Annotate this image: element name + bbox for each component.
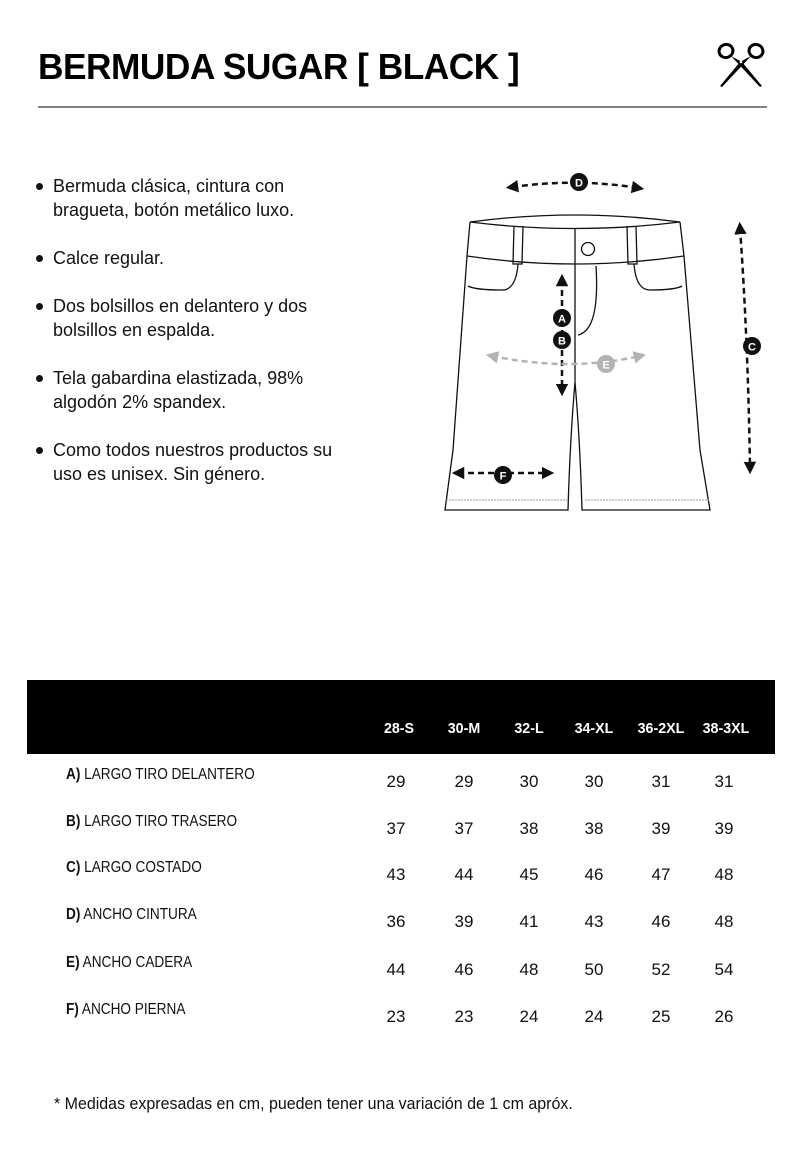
table-cell: 54 (714, 960, 734, 979)
svg-text:D: D (575, 177, 583, 190)
feature-item (34, 294, 328, 342)
measurement-label (66, 954, 192, 972)
measurement-code: E) (66, 954, 80, 971)
measurement-name: LARGO TIRO TRASERO (84, 813, 238, 830)
feature-item (34, 366, 323, 414)
marker-b (553, 331, 571, 349)
footnote: * Medidas expresadas en cm, pueden tener una variación de 1 cm apróx. (54, 1094, 573, 1113)
shorts-measurement-diagram (430, 160, 780, 530)
size-column-header: 32-L (514, 720, 544, 737)
size-column-header: 30-M (447, 720, 481, 737)
table-cell: 43 (584, 912, 604, 931)
table-row (0, 766, 800, 796)
measurement-code: B) (66, 813, 81, 830)
table-cell: 48 (519, 960, 539, 979)
table-cell: 48 (714, 865, 734, 884)
measurement-code: F) (66, 1001, 79, 1018)
bullet-icon (36, 447, 43, 454)
marker-a (553, 309, 571, 327)
size-column-header: 28-S (383, 720, 415, 737)
table-row (0, 1001, 800, 1031)
measurement-label (66, 906, 197, 924)
table-cell: 46 (651, 912, 671, 931)
table-cell: 44 (386, 960, 406, 979)
table-cell: 30 (584, 772, 604, 791)
title-divider (38, 106, 767, 108)
measurement-code: A) (66, 766, 81, 783)
bullet-icon (36, 183, 43, 190)
measurement-code: C) (66, 859, 81, 876)
size-table-header (27, 680, 775, 754)
bullet-icon (36, 375, 43, 382)
table-cell: 23 (454, 1007, 474, 1026)
table-cell: 46 (454, 960, 474, 979)
feature-text: Tela gabardina elastizada, 98% algodón 2% spandex. (53, 368, 304, 412)
table-cell: 31 (651, 772, 671, 791)
table-row (0, 813, 800, 843)
marker-c (743, 337, 761, 355)
table-cell: 37 (386, 819, 406, 838)
measurement-name: ANCHO CINTURA (83, 906, 197, 923)
marker-e (597, 355, 615, 373)
table-cell: 31 (714, 772, 734, 791)
bullet-icon (36, 255, 43, 262)
shorts-outline (445, 215, 710, 510)
feature-text: Dos bolsillos en delantero y dos bolsillos en espalda. (53, 296, 308, 340)
table-cell: 36 (386, 912, 406, 931)
feature-item (34, 246, 354, 270)
table-cell: 39 (714, 819, 734, 838)
table-row (0, 906, 800, 936)
size-column-header: 36-2XL (637, 720, 685, 737)
table-cell: 23 (386, 1007, 406, 1026)
svg-text:F: F (499, 470, 507, 483)
measurement-name: ANCHO CADERA (82, 954, 193, 971)
svg-text:C: C (748, 341, 756, 354)
size-column-header: 38-3XL (702, 720, 750, 737)
page-title: BERMUDA SUGAR [ BLACK ] (38, 46, 520, 87)
table-cell: 48 (714, 912, 734, 931)
table-row (0, 859, 800, 889)
feature-item (34, 174, 354, 222)
feature-text: Calce regular. (53, 248, 165, 268)
size-column-header: 34-XL (574, 720, 614, 737)
bullet-icon (36, 303, 43, 310)
table-cell: 30 (519, 772, 539, 791)
table-cell: 47 (651, 865, 671, 884)
table-cell: 38 (519, 819, 539, 838)
table-cell: 39 (651, 819, 671, 838)
table-cell: 43 (386, 865, 406, 884)
table-cell: 39 (454, 912, 474, 931)
measurement-name: LARGO TIRO DELANTERO (84, 766, 255, 783)
feature-text: Como todos nuestros productos su uso es unisex. Sin género. (53, 440, 333, 484)
table-cell: 29 (386, 772, 406, 791)
feature-text: Bermuda clásica, cintura con bragueta, botón metálico luxo. (53, 176, 295, 220)
measurement-label (66, 859, 202, 877)
measurement-label (66, 766, 255, 784)
measurement-name: LARGO COSTADO (84, 859, 202, 876)
svg-text:E: E (602, 359, 610, 372)
scissors-icon (716, 42, 766, 88)
measurement-label (66, 813, 237, 831)
table-cell: 24 (584, 1007, 604, 1026)
svg-text:A: A (558, 313, 566, 326)
table-row (0, 954, 800, 984)
feature-list (34, 174, 354, 510)
table-cell: 41 (519, 912, 539, 931)
marker-d (570, 173, 588, 191)
svg-text:B: B (558, 335, 566, 348)
table-cell: 38 (584, 819, 604, 838)
table-cell: 45 (519, 865, 539, 884)
table-cell: 44 (454, 865, 474, 884)
table-cell: 52 (651, 960, 671, 979)
table-cell: 46 (584, 865, 604, 884)
measurement-code: D) (66, 906, 81, 923)
table-cell: 26 (714, 1007, 734, 1026)
measurement-label (66, 1001, 185, 1019)
table-cell: 24 (519, 1007, 539, 1026)
table-cell: 25 (651, 1007, 671, 1026)
table-cell: 50 (584, 960, 604, 979)
table-cell: 29 (454, 772, 474, 791)
feature-item (34, 438, 343, 486)
marker-f (494, 466, 512, 484)
arrow-e (492, 356, 640, 364)
table-cell: 37 (454, 819, 474, 838)
measurement-name: ANCHO PIERNA (81, 1001, 186, 1018)
